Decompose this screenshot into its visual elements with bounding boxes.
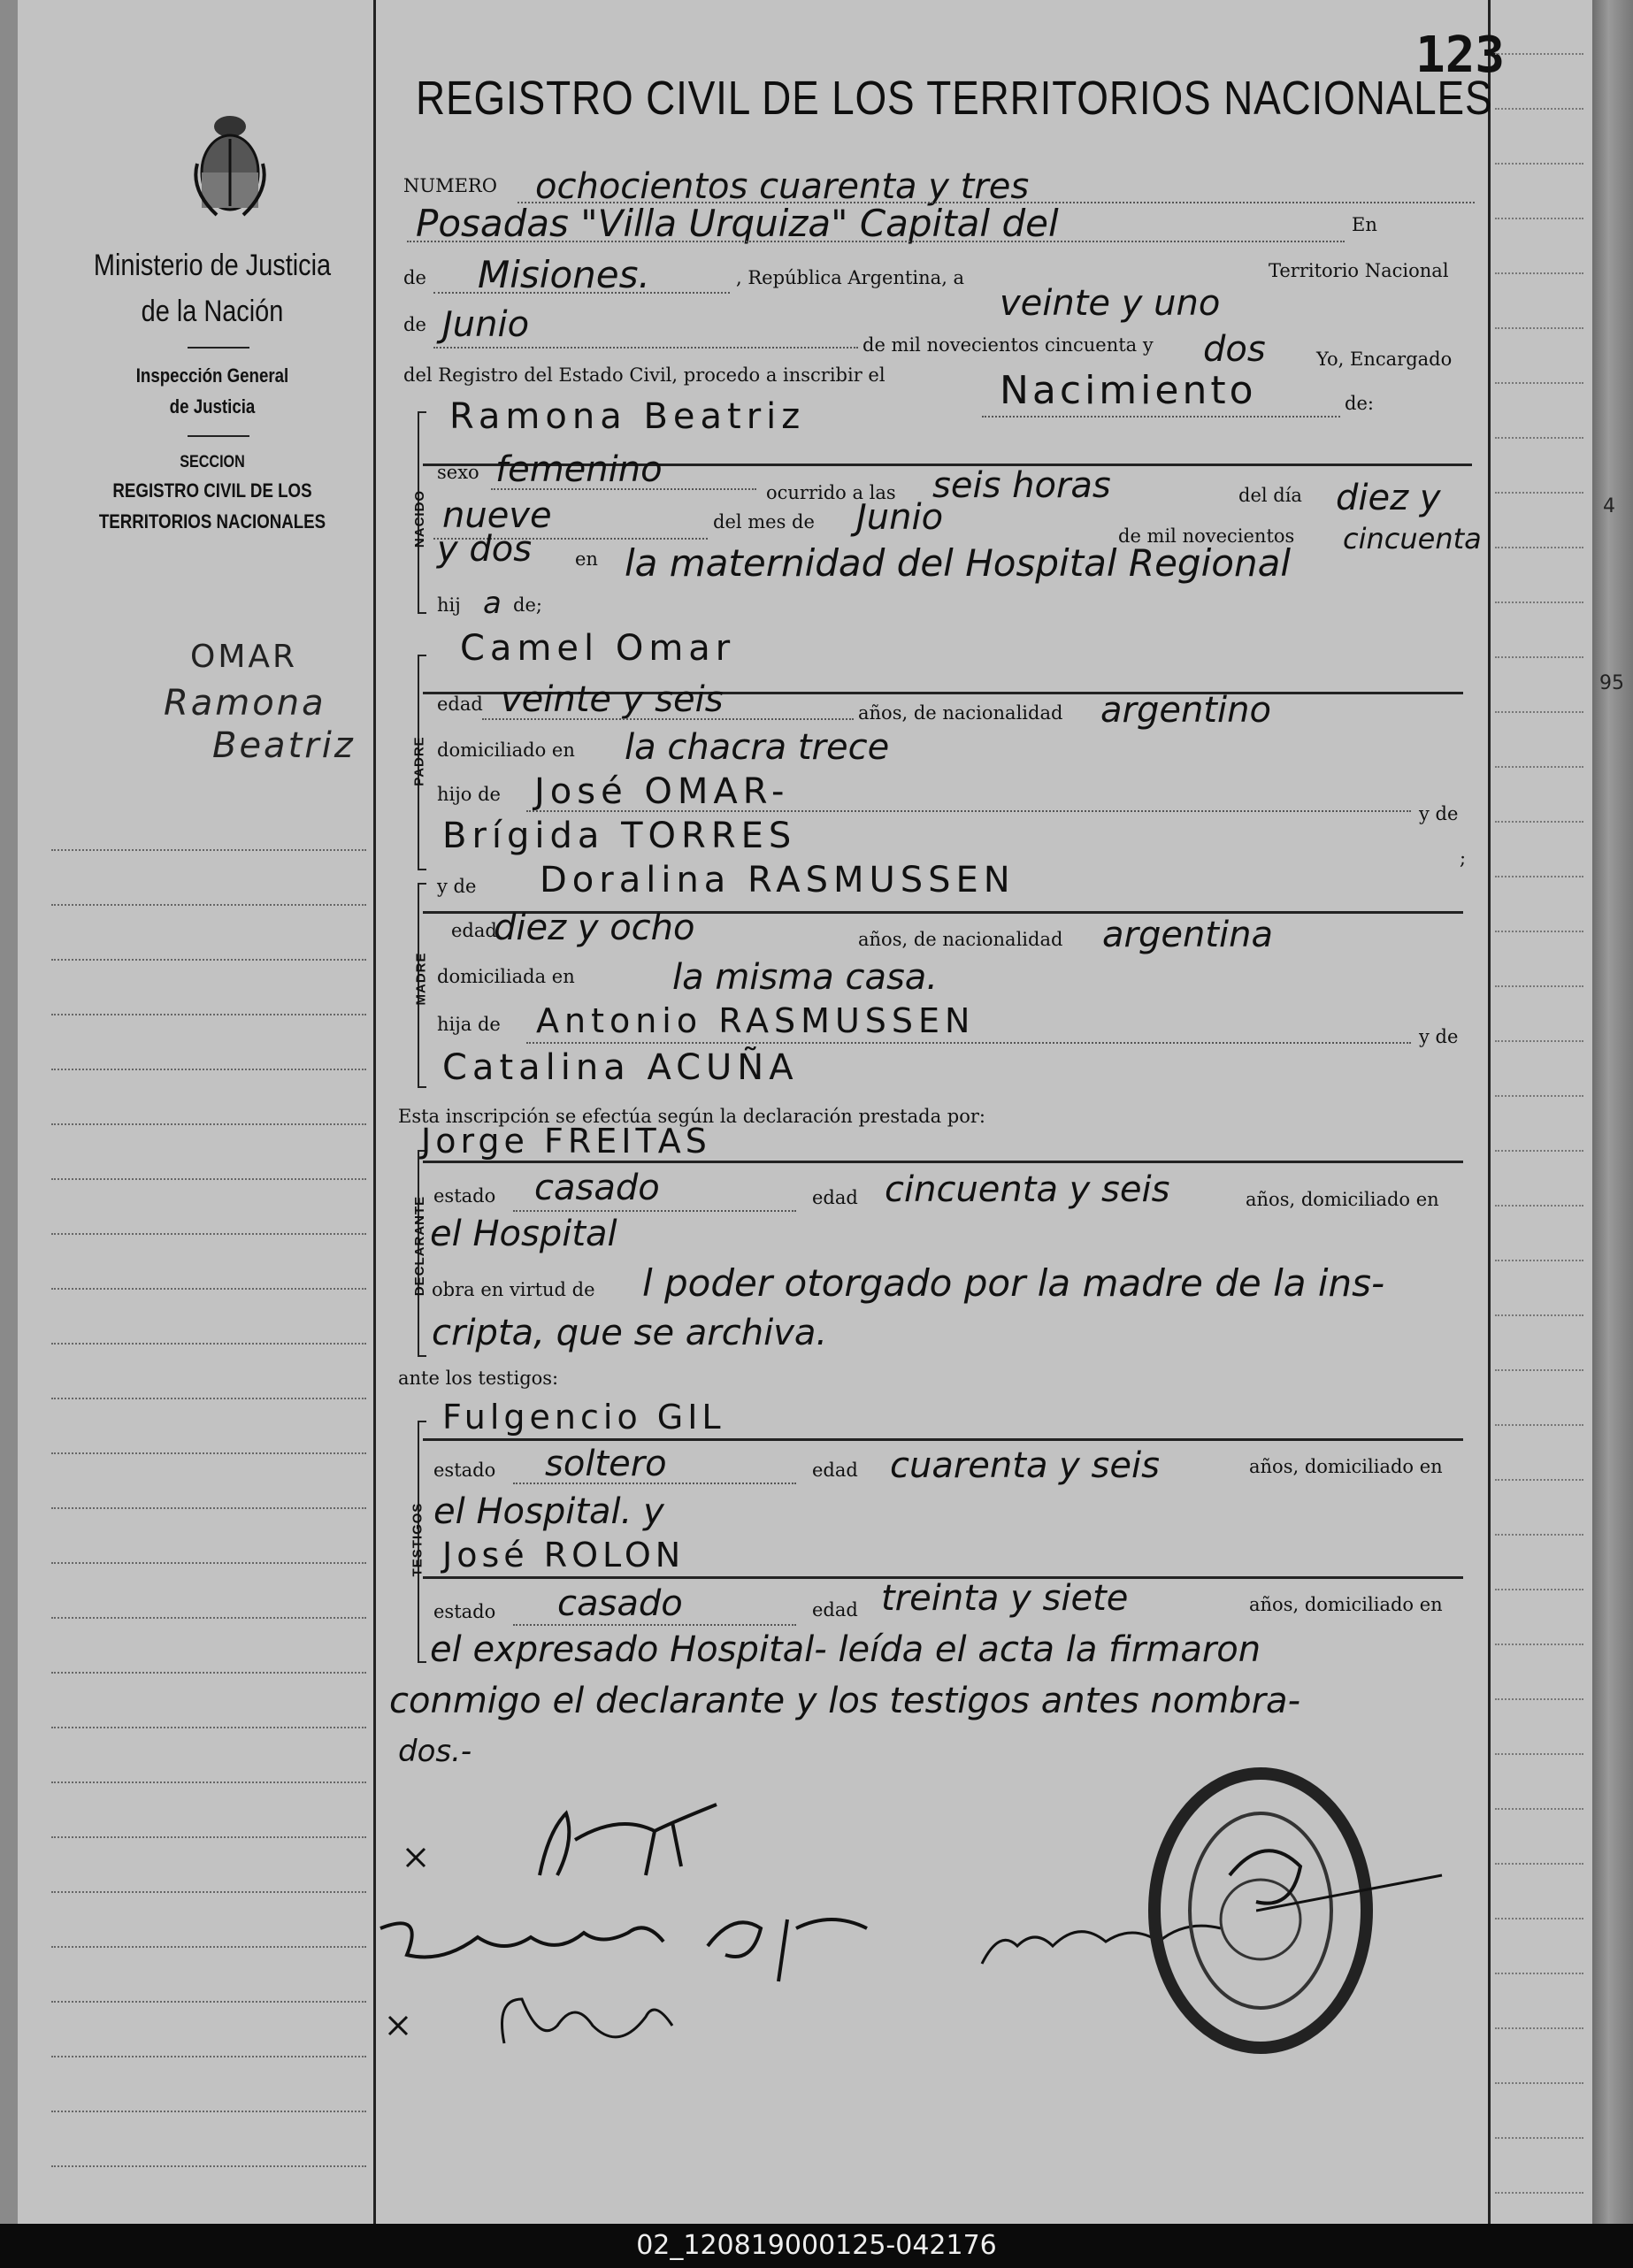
right-margin-rule-line: [1495, 547, 1583, 548]
testigo1-estado-value: soltero: [545, 1444, 667, 1484]
right-margin-rule-line: [1495, 108, 1583, 110]
del-mes-label: del mes de: [713, 511, 815, 533]
right-margin-rule-line: [1495, 1150, 1583, 1152]
madre-hija-dots: [526, 1042, 1411, 1044]
testigo2-edad-label: edad: [812, 1599, 858, 1621]
declarante-name-value: Jorge FREITAS: [421, 1122, 711, 1161]
ministry-line2: de la Nación: [141, 295, 284, 328]
declarante-intro: Esta inscripción se efectúa según la declaración prestada por:: [398, 1106, 985, 1127]
registro-text: del Registro del Estado Civil, procedo a inscribir el: [403, 364, 886, 386]
sexo-value: femenino: [495, 449, 663, 490]
de-label-2: de: [403, 314, 426, 335]
declarante-domicilio-value: el Hospital: [430, 1214, 617, 1254]
margin-rule-line: [51, 1343, 366, 1345]
right-margin-rule-line: [1495, 985, 1583, 987]
margin-note-surname: OMAR: [190, 639, 298, 675]
sexo-label: sexo: [437, 462, 479, 483]
right-margin-rule-line: [1495, 492, 1583, 494]
padre-y-de-label: y de: [1419, 803, 1459, 824]
nacido-de-label: de;: [513, 594, 542, 616]
padre-edad-value: veinte y seis: [501, 679, 724, 720]
right-margin-rule-line: [1495, 1644, 1583, 1645]
right-margin-rule-line: [1495, 766, 1583, 768]
year-value: dos: [1203, 329, 1266, 370]
adjacent-page-fragment-2: 95: [1599, 672, 1624, 694]
declarante-edad-value: cincuenta y seis: [885, 1169, 1170, 1210]
margin-rule-line: [51, 904, 366, 906]
page-number: 123: [1415, 27, 1506, 84]
right-margin-rule-line: [1495, 1479, 1583, 1481]
padre-padre-value: José OMAR-: [534, 771, 790, 812]
coat-of-arms-icon: [190, 111, 270, 221]
padre-semicolon: ;: [1460, 847, 1467, 869]
yo-label: Yo, Encargado: [1316, 349, 1453, 370]
testigo1-estado-label: estado: [433, 1460, 496, 1481]
margin-rule-line: [51, 849, 366, 851]
right-margin-rule-line: [1495, 272, 1583, 274]
right-margin-rule-line: [1495, 1863, 1583, 1865]
hij-label: hij: [437, 594, 461, 616]
madre-hija-de-label: hija de: [437, 1014, 501, 1035]
province-value: Misiones.: [478, 253, 650, 296]
testigo1-name-value: Fulgencio GIL: [442, 1398, 725, 1437]
inspection-divider: [188, 435, 249, 437]
month-value: Junio: [442, 304, 530, 345]
madre-name-value: Doralina RASMUSSEN: [540, 860, 1016, 900]
margin-note-name1: Ramona: [164, 683, 326, 724]
registry-title: REGISTRO CIVIL DE LOS TERRITORIOS NACIONALES: [416, 72, 1493, 125]
territorio-label: Territorio Nacional: [1269, 260, 1449, 281]
closing-line-1: el expresado Hospital- leída el acta la firmaron: [430, 1629, 1261, 1670]
testigo1-domiciliado-label: años, domiciliado en: [1249, 1456, 1443, 1477]
margin-rule-line: [51, 1398, 366, 1399]
testigos-intro: ante los testigos:: [398, 1368, 559, 1389]
sexo-dots: [491, 488, 756, 490]
right-margin-rule-line: [1495, 656, 1583, 658]
margin-rule-line: [51, 1617, 366, 1619]
testigo1-domicilio-value: el Hospital. y: [433, 1491, 664, 1532]
right-margin-rule-line: [1495, 876, 1583, 877]
hij-value: a: [483, 586, 502, 621]
margin-rule-line: [51, 1836, 366, 1838]
testigo2-domiciliado-label: años, domiciliado en: [1249, 1594, 1443, 1615]
numero-label: NUMERO: [403, 175, 497, 196]
nacido-mil-label: de mil novecientos: [1118, 525, 1295, 547]
right-margin-rule-line: [1495, 1205, 1583, 1207]
right-margin-rule-line: [1495, 601, 1583, 603]
signature-declarante: [389, 1778, 832, 1893]
inspection-line1: Inspección General: [135, 364, 289, 387]
margin-rule-line: [51, 2001, 366, 2003]
padre-label: PADRE: [411, 736, 427, 786]
margin-rule-line: [51, 1288, 366, 1290]
nacido-name-value: Ramona Beatriz: [449, 396, 806, 437]
lugar-value: la maternidad del Hospital Regional: [625, 541, 1291, 585]
right-margin-rule-line: [1495, 1095, 1583, 1097]
margin-rule-line: [51, 1891, 366, 1893]
testigo2-estado-value: casado: [557, 1583, 683, 1624]
padre-edad-label: edad: [437, 693, 483, 715]
padre-edad-dots: [482, 718, 854, 720]
right-margin-rule-line: [1495, 821, 1583, 823]
margin-rule-line: [51, 2165, 366, 2167]
madre-y-de-label: y de: [437, 876, 477, 897]
padre-nacionalidad-label: años, de nacionalidad: [858, 702, 1063, 724]
adjacent-page-fragment-1: 4: [1603, 495, 1615, 517]
margin-rule-line: [51, 1672, 366, 1674]
section-label: SECCION: [180, 453, 245, 471]
margin-rule-line: [51, 1233, 366, 1235]
province-dots: [433, 292, 730, 294]
madre-nacionalidad-label: años, de nacionalidad: [858, 929, 1063, 950]
margin-rule-line: [51, 1781, 366, 1783]
place-dots: [407, 241, 1345, 242]
obra-value-2: cripta, que se archiva.: [432, 1313, 828, 1353]
right-margin-rule-line: [1495, 2082, 1583, 2084]
right-margin-rule-line: [1495, 1589, 1583, 1590]
declarante-estado-value: casado: [534, 1168, 660, 1208]
madre-y-de-label-2: y de: [1419, 1026, 1459, 1047]
ministry-divider: [188, 347, 249, 349]
declarante-estado-label: estado: [433, 1185, 496, 1207]
right-margin-rule-line: [1495, 1973, 1583, 1974]
numero-value: ochocientos cuarenta y tres: [535, 166, 1030, 207]
book-spine: [1592, 0, 1633, 2224]
image-code-footer: 02_120819000125-042176: [0, 2224, 1633, 2268]
del-dia-label: del día: [1238, 485, 1302, 506]
declarante-name-rule: [423, 1161, 1463, 1163]
day-value: veinte y uno: [1000, 283, 1221, 324]
testigo1-name-rule: [423, 1438, 1463, 1441]
month-dots: [433, 347, 858, 349]
right-margin-rule-line: [1495, 931, 1583, 932]
right-margin-rule-line: [1495, 327, 1583, 329]
margin-rule-line: [51, 1727, 366, 1728]
declarante-edad-label: edad: [812, 1187, 858, 1208]
republica-text: , República Argentina, a: [736, 267, 965, 288]
madre-label: MADRE: [413, 952, 429, 1006]
padre-domiciliado-label: domiciliado en: [437, 739, 575, 761]
right-margin-rule-line: [1495, 2192, 1583, 2194]
closing-line-2: conmigo el declarante y los testigos antes nombra-: [389, 1681, 1300, 1721]
right-margin-rule-line: [1495, 1040, 1583, 1042]
right-margin-rule-line: [1495, 1260, 1583, 1261]
madre-domiciliada-label: domiciliada en: [437, 966, 575, 987]
madre-domicilio-value: la misma casa.: [672, 957, 939, 998]
right-margin-rule-line: [1495, 1808, 1583, 1810]
place-value: Posadas "Villa Urquiza" Capital del: [416, 202, 1059, 245]
margin-rule-line: [51, 1069, 366, 1070]
padre-hijo-de-label: hijo de: [437, 784, 501, 805]
declarante-label: DECLARANTE: [412, 1195, 428, 1297]
obra-value-1: l poder otorgado por la madre de la ins-: [642, 1261, 1385, 1305]
right-border-line: [1488, 0, 1491, 2224]
declarante-estado-dots: [513, 1210, 796, 1212]
margin-rule-line: [51, 1946, 366, 1948]
nacido-label: NACIDO: [412, 489, 428, 548]
inspection-line2: de Justicia: [169, 395, 256, 418]
section-line2: TERRITORIOS NACIONALES: [98, 510, 326, 533]
margin-rule-line: [51, 2111, 366, 2112]
right-margin-rule-line: [1495, 1369, 1583, 1371]
anio-value-2: y dos: [437, 529, 533, 570]
margin-rule-line: [51, 959, 366, 961]
testigo2-edad-value: treinta y siete: [881, 1578, 1129, 1619]
padre-madre-value: Brígida TORRES: [442, 816, 797, 856]
margin-rule-line: [51, 1014, 366, 1015]
madre-madre-value: Catalina ACUÑA: [442, 1047, 799, 1088]
right-margin-rule-line: [1495, 1698, 1583, 1700]
testigo1-estado-dots: [513, 1483, 796, 1484]
margin-rule-line: [51, 1178, 366, 1180]
mil-label: de mil novecientos cincuenta y: [862, 334, 1154, 356]
madre-padre-value: Antonio RASMUSSEN: [536, 1001, 976, 1040]
right-margin-rule-line: [1495, 382, 1583, 384]
testigos-label: TESTIGOS: [410, 1502, 426, 1577]
ministry-line1: Ministerio de Justicia: [93, 249, 332, 282]
right-margin-rule-line: [1495, 1753, 1583, 1755]
testigo2-name-value: José ROLON: [442, 1536, 686, 1575]
testigo2-estado-label: estado: [433, 1601, 496, 1622]
margin-note-name2: Beatriz: [212, 725, 356, 766]
margin-rule-line: [51, 2056, 366, 2057]
margin-rule-line: [51, 1123, 366, 1125]
dia-value-1: diez y: [1336, 478, 1441, 518]
right-margin-rule-line: [1495, 218, 1583, 219]
obra-label: obra en virtud de: [432, 1279, 595, 1300]
right-margin-rule-line: [1495, 1534, 1583, 1536]
left-margin-column: [46, 0, 376, 2224]
madre-edad-label: edad: [451, 920, 497, 941]
right-margin-rule-line: [1495, 1314, 1583, 1316]
declarante-domiciliado-label: años, domiciliado en: [1246, 1189, 1439, 1210]
closing-line-3: dos.-: [398, 1734, 472, 1769]
margin-rule-line: [51, 1507, 366, 1509]
anio-value-1: cincuenta: [1343, 522, 1482, 556]
signature-underline: [1256, 1866, 1451, 1919]
testigo1-edad-label: edad: [812, 1460, 858, 1481]
madre-nacionalidad-value: argentina: [1102, 915, 1273, 955]
de-label: de: [403, 267, 426, 288]
right-margin-rule-line: [1495, 437, 1583, 439]
right-margin-rule-line: [1495, 163, 1583, 165]
madre-edad-value: diez y ocho: [494, 908, 695, 948]
padre-nacionalidad-value: argentino: [1100, 690, 1271, 731]
ocurrido-label: ocurrido a las: [766, 482, 896, 503]
hora-value: seis horas: [932, 465, 1111, 506]
padre-hijo-dots: [526, 810, 1411, 812]
dia-value-2: nueve: [442, 495, 552, 536]
section-line1: REGISTRO CIVIL DE LOS: [112, 479, 312, 502]
padre-name-value: Camel Omar: [460, 628, 736, 669]
right-margin-rule-line: [1495, 53, 1583, 55]
right-margin-rule-line: [1495, 1424, 1583, 1426]
page-edge: [0, 0, 18, 2224]
right-margin-rule-line: [1495, 2137, 1583, 2139]
de-colon-label: de:: [1345, 393, 1374, 414]
testigo2-estado-dots: [513, 1624, 796, 1626]
margin-rule-line: [51, 1562, 366, 1564]
right-margin-rule-line: [1495, 2027, 1583, 2029]
mes-value: Junio: [856, 497, 944, 538]
testigo1-edad-value: cuarenta y seis: [890, 1445, 1160, 1486]
padre-domicilio-value: la chacra trece: [625, 727, 890, 768]
right-margin-rule-line: [1495, 1918, 1583, 1919]
nacido-en-label: en: [575, 548, 598, 570]
right-margin-rule-line: [1495, 711, 1583, 713]
act-dots: [982, 416, 1340, 418]
en-label: En: [1352, 214, 1377, 235]
act-type-value: Nacimiento: [1000, 368, 1257, 413]
margin-rule-line: [51, 1452, 366, 1454]
signature-testigo2: [372, 1973, 743, 2070]
